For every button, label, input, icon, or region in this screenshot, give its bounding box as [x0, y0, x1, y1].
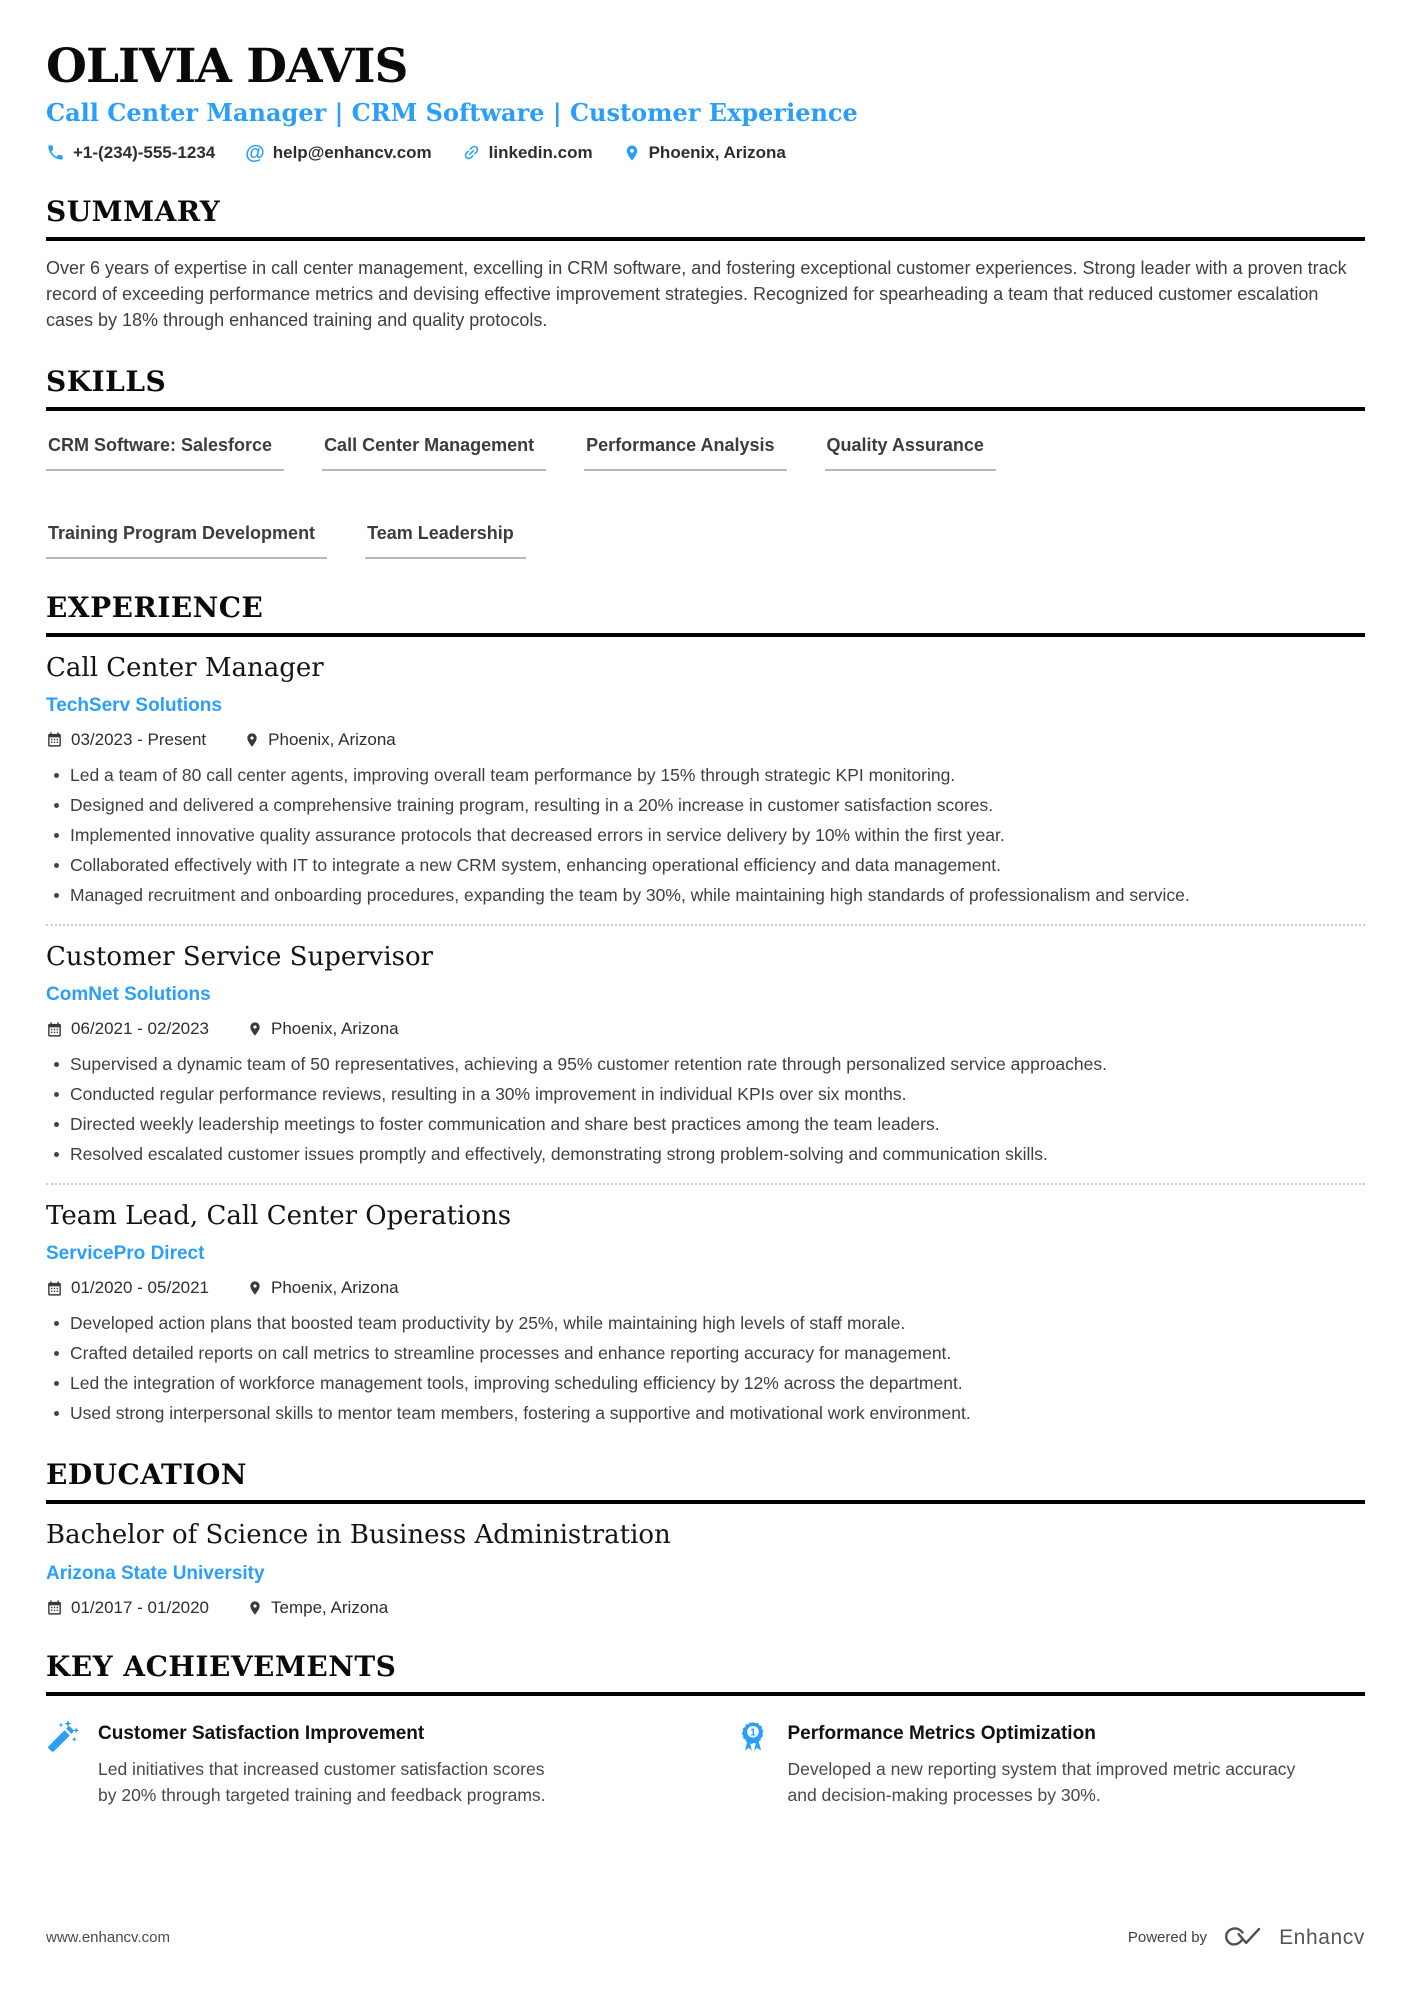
link-text[interactable]: linkedin.com — [488, 142, 593, 162]
achievement-item — [736, 1718, 1366, 1826]
skill-tag: Training Program Development — [46, 523, 327, 559]
achievements-heading: KEY ACHIEVEMENTS — [46, 1649, 397, 1683]
company-name: ServicePro Direct — [46, 1243, 205, 1265]
location-pin-icon — [247, 1280, 263, 1296]
link-contact[interactable] — [462, 143, 593, 163]
medal-icon — [736, 1720, 770, 1754]
section-rule — [46, 407, 1365, 411]
experience-heading: EXPERIENCE — [46, 590, 264, 624]
dotted-divider — [46, 1183, 1365, 1185]
email-address[interactable]: help@enhancv.com — [272, 142, 432, 162]
achievement-icon-wrap — [46, 1718, 84, 1759]
job-dates — [46, 730, 206, 750]
phone-contact — [46, 143, 215, 163]
location-text: Phoenix, Arizona — [648, 142, 786, 162]
at-icon: @ — [245, 141, 265, 164]
calendar-icon — [46, 731, 63, 748]
dates-text: 01/2017 - 01/2020 — [71, 1597, 210, 1617]
bullet-item: Developed action plans that boosted team productivity by 25%, while maintaining high levels of staff morale. — [46, 1311, 1365, 1336]
skill-tag: Call Center Management — [322, 435, 546, 471]
education-location — [247, 1598, 388, 1618]
job-dates — [46, 1019, 209, 1039]
enhancv-logo-icon[interactable] — [1220, 1924, 1266, 1951]
contact-row — [46, 143, 1365, 163]
phone-number: +1-(234)-555-1234 — [73, 142, 216, 162]
bullet-item: Resolved escalated customer issues promptly and effectively, demonstrating strong problem-solving and communication skills. — [46, 1142, 1365, 1167]
achievement-item — [46, 1718, 676, 1826]
achievement-text: Led initiatives that increased customer satisfaction scores by 20% through targeted training and feedback programs. — [98, 1758, 546, 1805]
location-pin-icon — [623, 144, 641, 162]
job-bullets — [46, 763, 1365, 908]
section-rule — [46, 1500, 1365, 1504]
job-location — [244, 730, 396, 750]
education-meta-row — [46, 1598, 1365, 1618]
summary-heading: SUMMARY — [46, 194, 221, 228]
job-meta-row — [46, 1278, 1365, 1298]
skills-heading: SKILLS — [46, 364, 167, 398]
summary-text: Over 6 years of expertise in call center management, excelling in CRM software, and fostering exceptional customer experiences. Strong leader with a proven track record of exceeding performance metrics and devising effective improvement strategies. Recognized for spearheading a team that reduced customer escalation cases by 18% through enhanced training and quality protocols. — [46, 257, 1347, 330]
bullet-item: Led a team of 80 call center agents, improving overall team performance by 15% through strategic KPI monitoring. — [46, 763, 1365, 788]
person-name: OLIVIA DAVIS — [46, 39, 408, 94]
skill-tag: Performance Analysis — [584, 435, 786, 471]
location-text: Tempe, Arizona — [271, 1597, 389, 1617]
location-text: Phoenix, Arizona — [271, 1278, 399, 1298]
company-name: TechServ Solutions — [46, 694, 222, 716]
degree-title: Bachelor of Science in Business Administration — [46, 1520, 671, 1551]
achievement-icon-wrap — [736, 1718, 774, 1759]
dotted-divider — [46, 924, 1365, 926]
dates-text: 01/2020 - 05/2021 — [71, 1278, 210, 1298]
education-dates — [46, 1598, 209, 1618]
location-contact — [623, 143, 786, 163]
experience-entry — [46, 1201, 1365, 1426]
job-dates — [46, 1278, 209, 1298]
job-meta-row — [46, 1019, 1365, 1039]
link-icon — [462, 143, 481, 162]
school-name: Arizona State University — [46, 1562, 265, 1584]
job-bullets — [46, 1311, 1365, 1426]
achievements-grid — [46, 1718, 1365, 1826]
location-pin-icon — [244, 732, 260, 748]
achievements-section — [46, 1650, 1365, 1826]
achievement-content — [788, 1718, 1296, 1826]
magic-wand-icon — [46, 1720, 80, 1754]
education-heading: EDUCATION — [46, 1458, 247, 1492]
skill-tag: Team Leadership — [365, 523, 526, 559]
page-footer — [46, 1924, 1365, 1951]
skills-section — [46, 365, 1365, 559]
location-text: Phoenix, Arizona — [271, 1019, 399, 1039]
dates-text: 06/2021 - 02/2023 — [71, 1019, 210, 1039]
person-job-title: Call Center Manager | CRM Software | Customer Experience — [46, 97, 858, 127]
achievement-title: Performance Metrics Optimization — [787, 1722, 1096, 1744]
skills-list — [46, 435, 1365, 559]
job-meta-row — [46, 730, 1365, 750]
section-rule — [46, 237, 1365, 241]
footer-website-link[interactable]: www.enhancv.com — [46, 1929, 170, 1946]
achievement-content — [98, 1718, 550, 1826]
bullet-item: Conducted regular performance reviews, resulting in a 30% improvement in individual KPIs over six months. — [46, 1082, 1365, 1107]
skill-tag: Quality Assurance — [825, 435, 996, 471]
summary-section — [46, 195, 1365, 333]
enhancv-brand-text[interactable]: Enhancv — [1279, 1925, 1365, 1949]
bullet-item: Implemented innovative quality assurance protocols that decreased errors in service delivery by 10% within the first year. — [46, 823, 1365, 848]
powered-by-group — [1128, 1924, 1365, 1951]
bullet-item: Supervised a dynamic team of 50 representatives, achieving a 95% customer retention rate through personalized service approaches. — [46, 1052, 1365, 1077]
dates-text: 03/2023 - Present — [71, 729, 207, 749]
bullet-item: Directed weekly leadership meetings to foster communication and share best practices among the team leaders. — [46, 1112, 1365, 1137]
job-bullets — [46, 1052, 1365, 1167]
email-contact[interactable] — [245, 143, 431, 163]
bullet-item: Collaborated effectively with IT to integrate a new CRM system, enhancing operational efficiency and data management. — [46, 853, 1365, 878]
calendar-icon — [46, 1021, 63, 1038]
location-pin-icon — [247, 1600, 263, 1616]
medal-number: 1 — [749, 1726, 756, 1738]
education-section — [46, 1458, 1365, 1617]
bullet-item: Led the integration of workforce management tools, improving scheduling efficiency by 12% across the department. — [46, 1371, 1365, 1396]
bullet-item: Crafted detailed reports on call metrics to streamline processes and enhance reporting accuracy for management. — [46, 1341, 1365, 1366]
job-location — [247, 1278, 399, 1298]
bullet-item: Designed and delivered a comprehensive training program, resulting in a 20% increase in customer satisfaction scores. — [46, 793, 1365, 818]
phone-icon — [46, 143, 65, 162]
powered-by-label: Powered by — [1127, 1929, 1208, 1946]
experience-entry — [46, 653, 1365, 908]
job-title: Customer Service Supervisor — [46, 941, 434, 972]
experience-entry — [46, 942, 1365, 1167]
job-title: Team Lead, Call Center Operations — [46, 1201, 512, 1232]
location-text: Phoenix, Arizona — [268, 729, 396, 749]
job-title: Call Center Manager — [46, 652, 324, 683]
bullet-item: Managed recruitment and onboarding procedures, expanding the team by 30%, while maintaining high standards of professionalism and service. — [46, 883, 1365, 908]
bullet-item: Used strong interpersonal skills to mentor team members, fostering a supportive and motivational work environment. — [46, 1401, 1365, 1426]
skill-tag: CRM Software: Salesforce — [46, 435, 284, 471]
section-rule — [46, 633, 1365, 637]
section-rule — [46, 1692, 1365, 1696]
achievement-title: Customer Satisfaction Improvement — [98, 1722, 425, 1744]
calendar-icon — [46, 1599, 63, 1616]
company-name: ComNet Solutions — [46, 984, 211, 1006]
experience-section — [46, 591, 1365, 1427]
resume-header — [46, 39, 1365, 164]
achievement-text: Developed a new reporting system that improved metric accuracy and decision-making processes by 30%. — [787, 1758, 1296, 1805]
calendar-icon — [46, 1280, 63, 1297]
location-pin-icon — [247, 1021, 263, 1037]
job-location — [247, 1019, 399, 1039]
